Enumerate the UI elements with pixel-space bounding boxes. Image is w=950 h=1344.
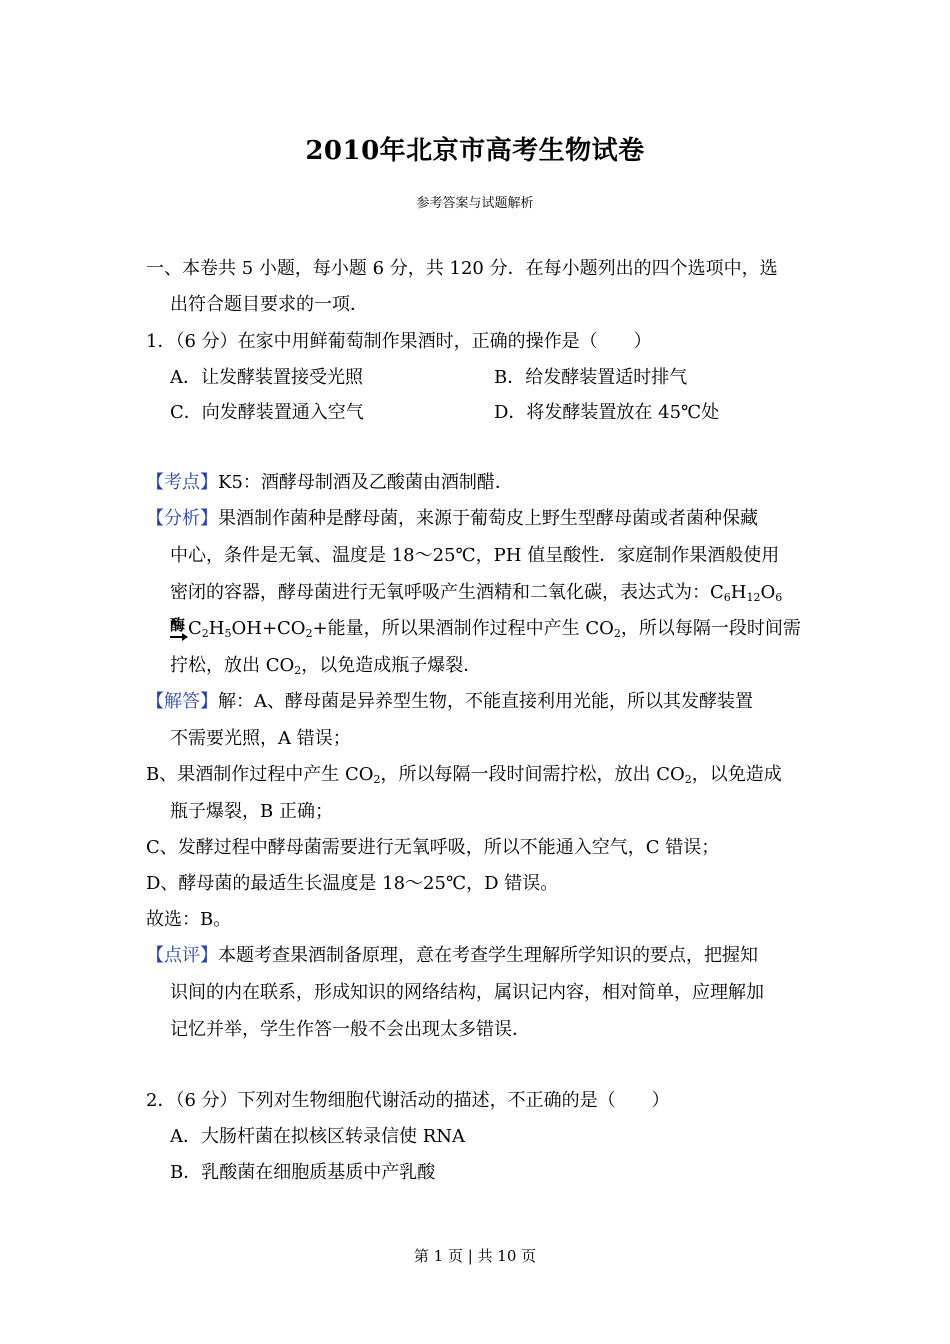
question-1-stem: 1．（6 分）在家中用鲜葡萄制作果酒时，正确的操作是（ ） [146,331,652,352]
fenxi-line-3 [170,581,782,605]
dianping-tag: 【点评】 [146,945,218,966]
fenxi-line-2: 中心，条件是无氧、温度是 18～25℃，PH 值呈酸性．家庭制作果酒般使用 [170,545,780,566]
question-1-option-b: B．给发酵装置适时排气 [494,367,688,388]
enzyme-label: 酶 [170,616,186,634]
jieda-b-line-2: 瓶子爆裂，B 正确； [170,801,333,822]
answer-line: 故选：B。 [146,909,232,930]
jieda-line-2: 不需要光照，A 错误； [170,728,351,749]
question-2-option-b: B．乳酸菌在细胞质基质中产乳酸 [170,1162,436,1183]
dianping-line-2: 识间的内在联系，形成知识的网络结构，属识记内容，相对简单，应理解加 [170,982,764,1003]
formula-part: C [188,618,202,639]
dianping-line-1 [146,944,758,968]
jieda-b-text: ，以免造成 [691,764,782,785]
fenxi-text-5b: ，以免造成瓶子爆裂． [301,655,482,676]
subscript: 2 [305,627,313,640]
jieda-b-line-1 [146,763,782,787]
subscript: 2 [613,627,621,640]
jieda-tag: 【解答】 [146,691,218,712]
jieda-d-line: D、酵母菌的最适生长温度是 18～25℃，D 错误。 [146,873,559,894]
subscript: 2 [201,627,209,640]
jieda-text-1: 解：A、酵母菌是异养型生物，不能直接利用光能，所以其发酵装置 [218,691,753,712]
fenxi-text-1: 果酒制作菌种是酵母菌，来源于葡萄皮上野生型酵母菌或者菌种保藏 [218,508,758,529]
jieda-c-line: C、发酵过程中酵母菌需要进行无氧呼吸，所以不能通入空气，C 错误； [146,837,720,858]
page-subtitle: 参考答案与试题解析 [416,196,534,211]
formula-part: H [208,618,225,639]
fenxi-text-5: 拧松，放出 CO [170,655,295,676]
question-1-option-a: A．让发酵装置接受光照 [170,367,363,388]
formula-part: O [760,582,776,603]
subscript: 5 [224,627,232,640]
fenxi-line-5 [170,654,481,678]
kaodian-tag: 【考点】 [146,472,218,493]
formula-part: H [730,582,747,603]
subscript: 2 [684,773,692,786]
fenxi-text-4b: ，所以每隔一段时间需 [620,618,801,639]
kaodian-text: K5：酒酵母制酒及乙酸菌由酒制醋． [218,472,513,493]
question-2-stem: 2．（6 分）下列对生物细胞代谢活动的描述，不正确的是（ ） [146,1090,670,1111]
enzyme-arrow-icon [170,617,188,641]
page-footer: 第 1 页 | 共 10 页 [413,1247,537,1265]
jieda-b-text: B、果酒制作过程中产生 CO [146,764,374,785]
section-intro-line-1: 一、本卷共 5 小题，每小题 6 分，共 120 分．在每小题列出的四个选项中，选 [146,258,778,279]
fenxi-text-3: 密闭的容器，酵母菌进行无氧呼吸产生酒精和二氧化碳，表达式为：C [170,582,724,603]
question-1-option-c: C．向发酵装置通入空气 [170,402,364,423]
jieda-line-1 [146,690,753,714]
kaodian-line [146,471,513,495]
jieda-b-text: ，所以每隔一段时间需拧松，放出 CO [380,764,685,785]
subscript: 2 [373,773,381,786]
dianping-line-3: 记忆并举，学生作答一般不会出现太多错误． [170,1019,530,1040]
section-intro-line-2: 出符合题目要求的一项． [170,294,368,315]
fenxi-tag: 【分析】 [146,508,218,529]
dianping-text-1: 本题考查果酒制备原理，意在考查学生理解所学知识的要点，把握知 [218,945,758,966]
question-2-option-a: A．大肠杆菌在拟核区转录信使 RNA [170,1126,466,1147]
fenxi-text-4: +能量，所以果酒制作过程中产生 CO [312,618,614,639]
question-1-option-d: D．将发酵装置放在 45℃处 [494,402,720,423]
subscript: 2 [294,664,302,677]
page-title: 2010年北京市高考生物试卷 [305,136,645,166]
fenxi-line-4 [170,617,801,641]
fenxi-line-1 [146,507,758,531]
subscript: 6 [723,591,731,604]
subscript: 6 [775,591,783,604]
subscript: 12 [746,591,761,604]
formula-part: OH+CO [231,618,306,639]
